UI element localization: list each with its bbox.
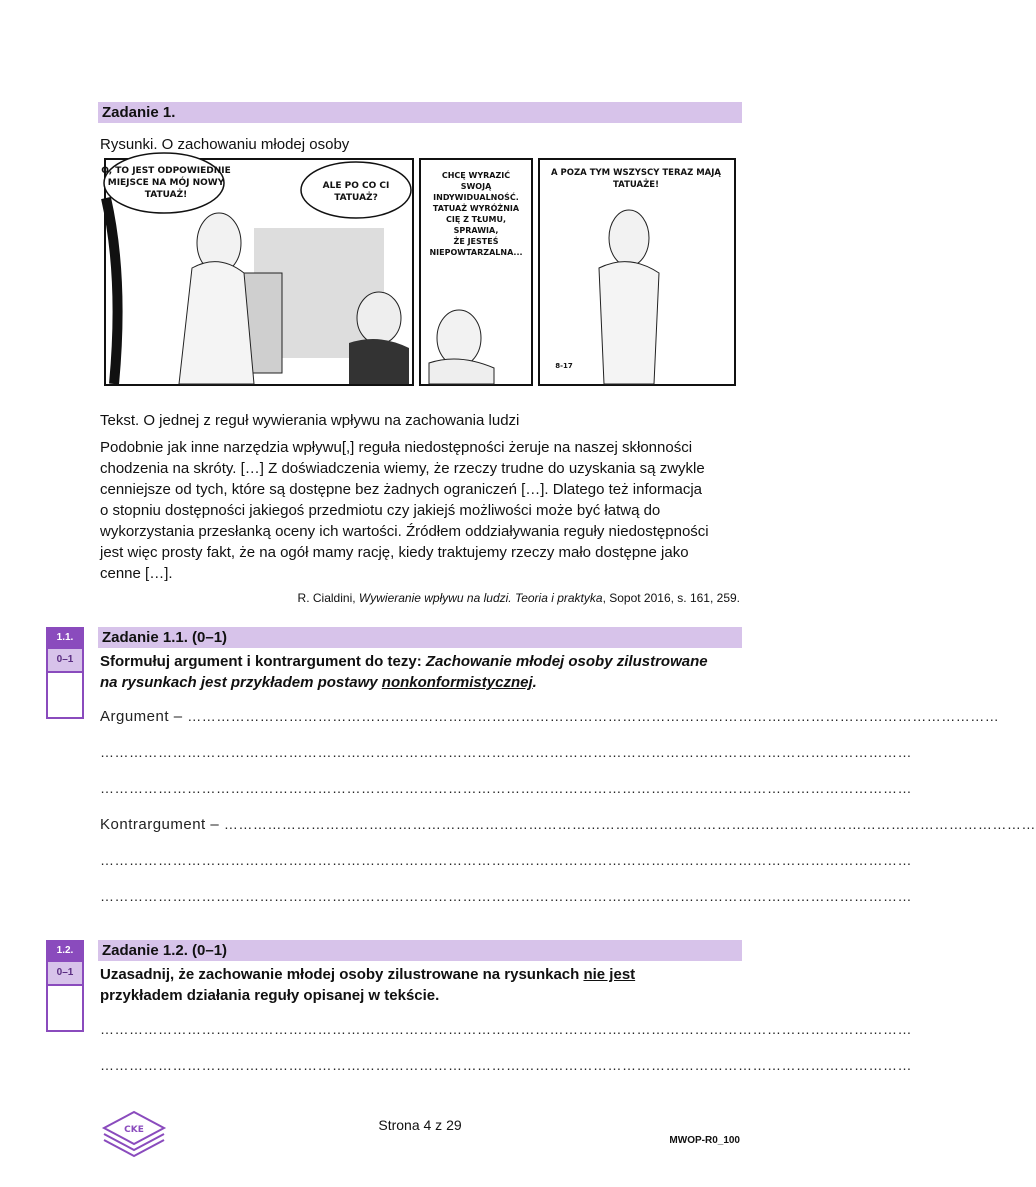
task-number: 1.1. (48, 629, 82, 647)
answer-dots: …………………………………………………………………………………………………………………………………………………… (223, 816, 1036, 832)
task-points: 0–1 (48, 960, 82, 986)
answer-line[interactable]: …………………………………………………………………………………………………………………………………………………… (100, 888, 912, 904)
score-box-1-1 (46, 627, 84, 719)
comic-strip (101, 158, 736, 386)
counterargument-answer-line[interactable] (100, 816, 1036, 833)
source-text (100, 437, 740, 584)
bubble1-line3: TATUAŻ! (144, 190, 188, 200)
instruction-plain: Sformułuj argument i kontrargument do tezy: (100, 653, 426, 670)
text-line: cenne […]. (100, 565, 173, 582)
citation-author: R. Cialdini, (297, 591, 359, 605)
bubble4-line2: TATUAŻE! (613, 180, 659, 190)
task-number: 1.2. (48, 942, 82, 960)
task-1-2-instruction (100, 964, 740, 1006)
text-line: chodzenia na skróty. […] Z doświadczenia wiemy, że rzeczy trudne do uzyskania są zwykle (100, 460, 705, 477)
bubble3-line7: ŻE JESTEŚ (453, 237, 499, 246)
answer-dots: …………………………………………………………………………………………………………………………………………………… (187, 708, 1000, 724)
bubble3-line4: TATUAŻ WYRÓŻNIA (432, 204, 520, 213)
bubble1-line2: MIEJSCE NA MÓJ NOWY (107, 178, 225, 188)
task-points: 0–1 (48, 647, 82, 673)
answer-line[interactable]: …………………………………………………………………………………………………………………………………………………… (100, 1057, 912, 1073)
task-1-header: Zadanie 1. (98, 102, 742, 123)
citation-rest: , Sopot 2016, s. 161, 259. (602, 591, 740, 605)
citation (298, 591, 740, 605)
bubble2-line1: ALE PO CO CI (322, 181, 390, 191)
task-1-2-header: Zadanie 1.2. (0–1) (98, 940, 742, 961)
bubble3-line3: INDYWIDUALNOŚĆ. (433, 193, 519, 202)
instruction-part-1: Uzasadnij, że zachowanie młodej osoby zilustrowane na rysunkach (100, 966, 584, 983)
bubble2-line2: TATUAŻ? (334, 193, 378, 203)
argument-answer-line[interactable] (100, 708, 1000, 725)
task-1-1-instruction (100, 651, 740, 693)
text-line: o stopniu dostępności jakiegoś przedmiotu czy jakiejś możliwości może być łatwą do (100, 502, 661, 519)
counterargument-label: Kontrargument – (100, 816, 224, 833)
comic-signature: 8-17 (555, 362, 573, 370)
comic-caption: Rysunki. O zachowaniu młodej osoby (100, 136, 350, 153)
bubble3-line2: SWOJĄ (460, 182, 492, 191)
argument-label: Argument – (100, 708, 188, 725)
answer-line[interactable]: …………………………………………………………………………………………………………………………………………………… (100, 780, 912, 796)
text-caption: Tekst. O jednej z reguł wywierania wpływu na zachowania ludzi (100, 412, 520, 429)
bubble4-line1: A POZA TYM WSZYSCY TERAZ MAJĄ (551, 168, 721, 178)
bubble3-line5: CIĘ Z TŁUMU, (446, 215, 506, 224)
instruction-thesis-1: Zachowanie młodej osoby zilustrowane (425, 653, 708, 670)
score-box-1-2 (46, 940, 84, 1032)
text-line: jest więc prosty fakt, że na ogół mamy rację, kiedy traktujemy rzeczy mało dostępne jako (100, 544, 689, 561)
bubble3-line1: CHCĘ WYRAZIĆ (441, 171, 511, 180)
text-line: Podobnie jak inne narzędzia wpływu[,] reguła niedostępności żeruje na naszej skłonności (100, 439, 693, 456)
instruction-part-2: przykładem działania reguły opisanej w tekście. (100, 987, 440, 1004)
answer-line[interactable]: …………………………………………………………………………………………………………………………………………………… (100, 1021, 912, 1037)
instruction-end: . (532, 674, 537, 691)
text-line: wykorzystania przesłanką oceny ich wartości. Źródłem oddziaływania reguły niedostępności (100, 523, 709, 540)
bubble1-line1: O, TO JEST ODPOWIEDNIE (101, 166, 231, 176)
citation-title: Wywieranie wpływu na ludzi. Teoria i praktyka (358, 591, 603, 605)
page-number: Strona 4 z 29 (378, 1117, 462, 1133)
bubble3-line6: SPRAWIA, (453, 226, 499, 235)
bubble3-line8: NIEPOWTARZALNA... (429, 248, 523, 257)
document-code: MWOP-R0_100 (669, 1135, 740, 1146)
answer-line[interactable]: …………………………………………………………………………………………………………………………………………………… (100, 744, 912, 760)
answer-line[interactable]: …………………………………………………………………………………………………………………………………………………… (100, 852, 912, 868)
task-1-1-header: Zadanie 1.1. (0–1) (98, 627, 742, 648)
instruction-underlined: nonkonformistycznej (381, 674, 533, 691)
logo-text: CKE (124, 1125, 144, 1135)
text-line: cenniejsze od tych, które są dostępne bez żadnych ograniczeń […]. Dlatego też informacja (100, 481, 702, 498)
instruction-underlined: nie jest (583, 966, 636, 983)
instruction-thesis-2: na rysunkach jest przykładem postawy (100, 674, 382, 691)
